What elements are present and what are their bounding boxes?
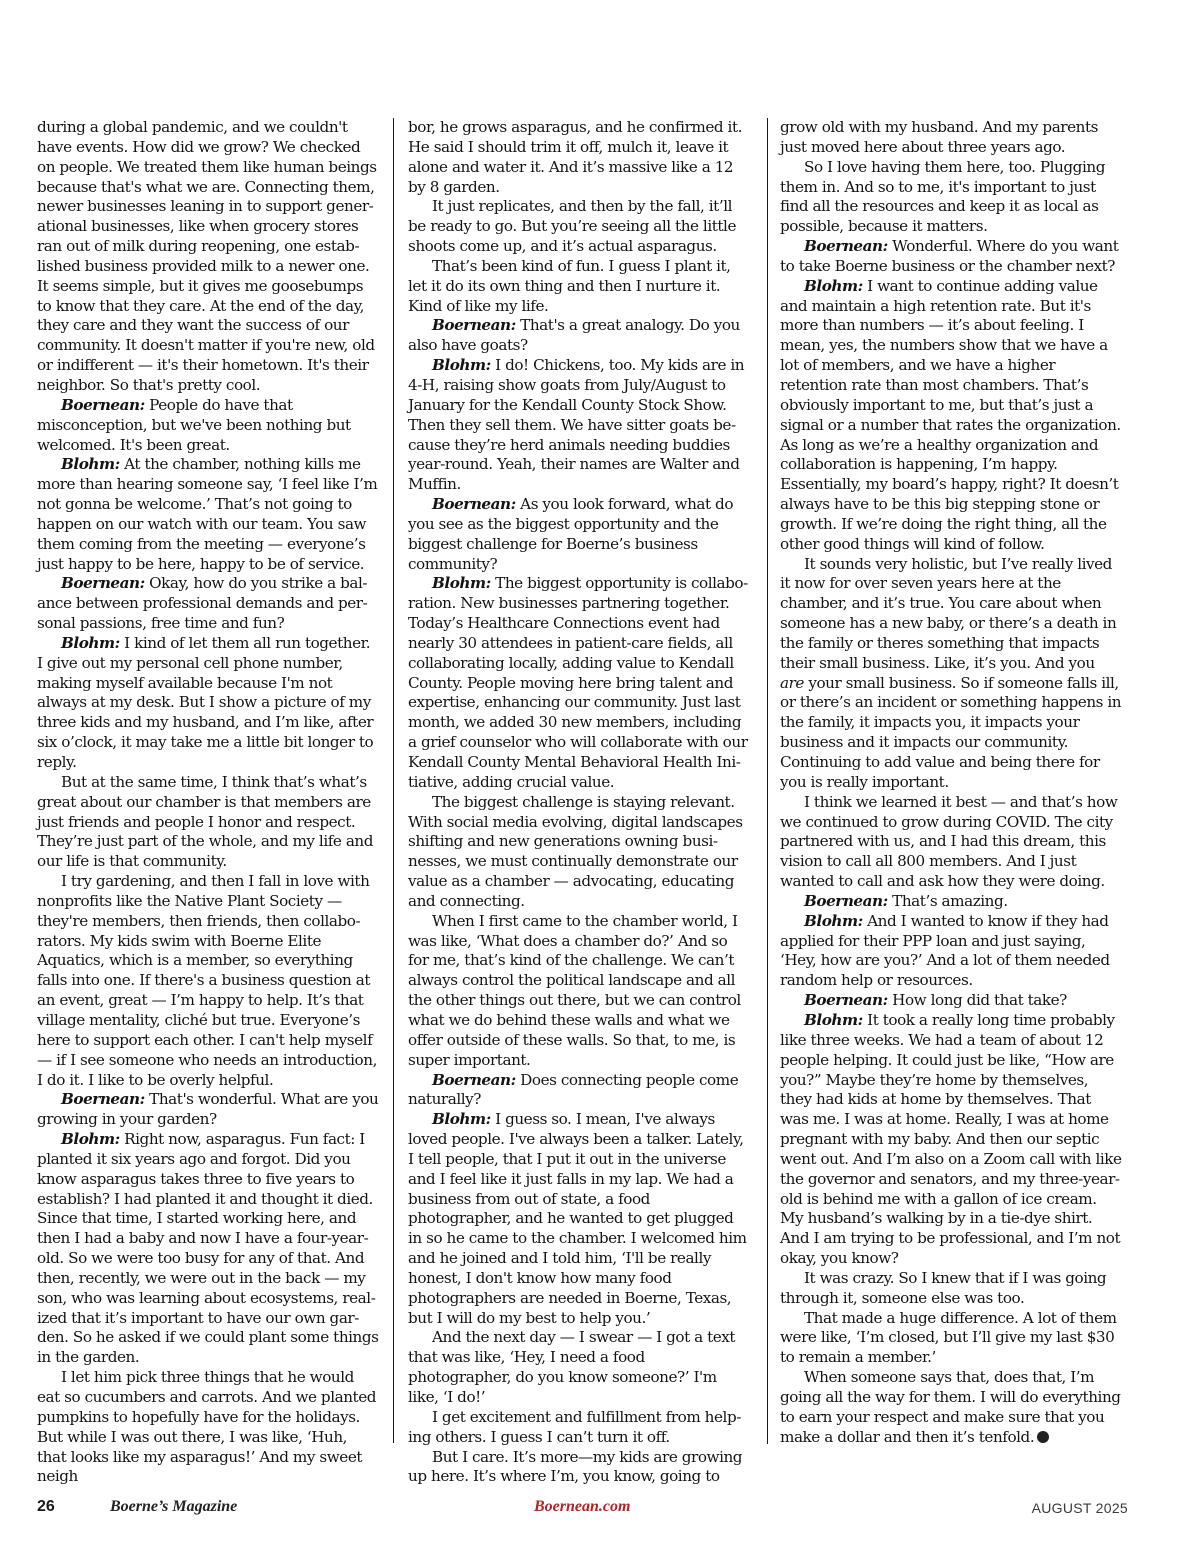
paragraph-text: That’s amazing. xyxy=(892,891,1008,910)
article-paragraph xyxy=(780,991,1122,1011)
article-paragraph xyxy=(408,495,750,574)
article-paragraph xyxy=(408,197,750,257)
paragraph-text: Does connecting people come naturally? xyxy=(408,1070,739,1109)
article-paragraph xyxy=(780,237,1122,277)
speaker-label: Boernean: xyxy=(61,395,145,414)
speaker-label: Blohm: xyxy=(804,276,863,295)
article-paragraph xyxy=(37,872,379,1090)
article-paragraph xyxy=(780,555,1122,793)
article-paragraph xyxy=(408,118,750,197)
article-paragraph xyxy=(408,1408,750,1448)
issue-date: AUGUST 2025 xyxy=(1031,1500,1128,1516)
speaker-label: Blohm: xyxy=(432,356,491,375)
paragraph-text: Wonderful. Where do you want to take Boerne business or the chamber next? xyxy=(780,237,1119,275)
end-of-article-icon xyxy=(1037,1431,1049,1443)
paragraph-text: And I wanted to know if they had applied for their PPP loan and just saying, ‘Hey, how are you?’ And a lot of them needed random help or resources. xyxy=(780,911,1110,990)
paragraph-text: I want to continue adding value and maintain a high retention rate. But it's more than numbers — it’s about feeling. I mean, yes, the numbers show that we have a lot of members, and we have a higher retention rate than most chambers. That’s obviously important to me, but that’s just a signal or a number that rates the organization. As long as we’re a healthy organization and collaboration is happening, I’m happy. Essentially, my board’s happy, right? It doesn’t always have to be this big stepping stone or growth. If we’re doing the right thing, all the other good things will kind of follow. xyxy=(780,276,1121,553)
speaker-label: Boernean: xyxy=(804,991,888,1010)
speaker-label: Blohm: xyxy=(61,633,120,652)
article-paragraph xyxy=(780,1368,1122,1447)
paragraph-text: your small business. So if someone falls ill, or there’s an incident or something happens in the family, it impacts you, it impacts your business and it impacts our community. Continuing to add value and being there for you is really important. xyxy=(780,673,1122,791)
article-paragraph xyxy=(37,118,379,396)
article-paragraph xyxy=(408,793,750,912)
paragraph-text: It sounds very holistic, but I’ve really lived it now for over seven years here at the chamber, and it’s true. You care about when someone has a new baby, or there’s a death in the family or theres something that impacts their small business. Like, it’s you. And you xyxy=(780,554,1117,672)
paragraph-text: But at the same time, I think that’s what’s great about our chamber is that members are just friends and people I honor and respect. They’re just part of the whole, and my life and our life is that community. xyxy=(37,772,374,871)
paragraph-text: during a global pandemic, and we couldn't have events. How did we grow? We checked on people. We treated them like human beings because that's what we are. Connecting them, newer businesses leaning in to support generational businesses, like when grocery stores ran out of milk during reopening, one established business provided milk to a newer one. It seems simple, but it gives me goosebumps to know that they care. At the end of the day, they care and they want the success of our community. It doesn't matter if you're new, old or indifferent — it's their hometown. It's their neighbor. So that's pretty cool. xyxy=(37,118,377,394)
speaker-label: Blohm: xyxy=(804,1010,863,1029)
paragraph-text: I do! Chickens, too. My kids are in 4-H, raising show goats from July/August to January for the Kendall County Stock Show. Then they sell them. We have sitter goats because they’re herd animals needing buddies year-round. Yeah, their names are Walter and Muffin. xyxy=(408,356,745,494)
speaker-label: Boernean: xyxy=(432,316,516,335)
paragraph-text: People do have that misconception, but we've been nothing but welcomed. It's been great. xyxy=(37,395,351,454)
paragraph-text: I kind of let them all run together. I give out my personal cell phone number, making myself available because I'm not always at my desk. But I show a picture of my three kids and my husband, and I’m like, after six o’clock, it may take me a little bit longer to reply. xyxy=(37,633,374,771)
paragraph-text: I let him pick three things that he would eat so cucumbers and carrots. And we planted pumpkins to hopefully have for the holidays. But while I was out there, I was like, ‘Huh, that looks like my asparagus!’ And my sweet neigh xyxy=(37,1368,377,1486)
paragraph-text: At the chamber, nothing kills me more than hearing someone say, ‘I feel like I’m not gonna be welcome.’ That’s not going to happen on our watch with our team. You saw them coming from the meeting — everyone’s just happy to be here, happy to be of service. xyxy=(37,455,378,573)
speaker-label: Boernean: xyxy=(804,891,888,910)
paragraph-text: The biggest challenge is staying relevant. With social media evolving, digital landscapes shifting and new generations owning businesses, we must continually demonstrate our value as a chamber — advocating, educating and connecting. xyxy=(408,792,743,910)
article-paragraph xyxy=(780,793,1122,892)
article-paragraph xyxy=(780,277,1122,555)
magazine-name: Boerne’s Magazine xyxy=(110,1498,238,1515)
paragraph-text: It just replicates, and then by the fall, it’ll be ready to go. But you’re seeing all the little shoots come up, and it’s actual asparagus. xyxy=(408,197,737,256)
speaker-label: Blohm: xyxy=(432,574,491,593)
speaker-label: Blohm: xyxy=(432,1110,491,1129)
paragraph-text: And the next day — I swear — I got a text that was like, ‘Hey, I need a food photographer, do you know someone?’ I'm like, ‘I do!’ xyxy=(408,1328,736,1406)
paragraph-text: That's a great analogy. Do you also have goats? xyxy=(408,316,740,355)
emphasis-text: are xyxy=(780,673,804,692)
speaker-label: Boernean: xyxy=(432,495,516,514)
article-paragraph xyxy=(408,1071,750,1111)
paragraph-text: The biggest opportunity is collaboration. New businesses partnering together. Today’s Healthcare Connections event had nearly 30 attendees in patient-care fields, all collaborating locally, adding value to Kendall County. People moving here bring talent and expertise, enhancing our community. Just last month, we added 30 new members, including a grief counselor who will collaborate with our Kendall County Mental Behavioral Health Initiative, adding crucial value. xyxy=(408,574,749,791)
article-paragraph xyxy=(408,356,750,495)
article-column-3 xyxy=(780,118,1122,1448)
article-paragraph xyxy=(780,158,1122,237)
paragraph-text: I think we learned it best — and that’s how we continued to grow during COVID. The city partnered with us, and I had this dream, this vision to call all 800 members. And I just wanted to call and ask how they were doing. xyxy=(780,792,1118,891)
article-paragraph xyxy=(408,574,750,792)
paragraph-text: So I love having them here, too. Plugging them in. And so to me, it's important to just find all the resources and keep it as local as possible, because it matters. xyxy=(780,157,1105,236)
speaker-label: Blohm: xyxy=(61,1130,120,1149)
paragraph-text: Right now, asparagus. Fun fact: I planted it six years ago and forgot. Did you know asparagus takes three to five years to establish? I had planted it and thought it died. Since that time, I started working here, and then I had a baby and now I have a four-year-old. So we were too busy for any of that. And then, recently, we were out in the back — my son, who was learning about ecosystems, realized that it’s important to have our own garden. So he asked if we could plant some things in the garden. xyxy=(37,1130,379,1367)
paragraph-text: When someone says that, does that, I’m going all the way for them. I will do everything to earn your respect and make sure that you make a dollar and then it’s tenfold. xyxy=(780,1368,1121,1446)
paragraph-text: It was crazy. So I knew that if I was going through it, someone else was too. xyxy=(780,1268,1107,1307)
paragraph-text: I try gardening, and then I fall in love with nonprofits like the Native Plant Society — they're members, then friends, then collaborators. My kids swim with Boerne Elite Aquatics, which is a member, so everything falls into one. If there's a business question at an event, great — I’m happy to help. It’s that village mentality, cliché but true. Everyone’s here to support each other. I can't help myself — if I see someone who needs an introduction, I do it. I like to be overly helpful. xyxy=(37,872,377,1089)
article-paragraph xyxy=(408,1110,750,1328)
paragraph-text: That’s been kind of fun. I guess I plant it, let it do its own thing and then I nurture it. Kind of like my life. xyxy=(408,256,731,315)
article-paragraph xyxy=(37,773,379,872)
article-paragraph xyxy=(37,1090,379,1130)
article-paragraph xyxy=(408,1448,750,1488)
paragraph-text: It took a really long time probably like three weeks. We had a team of about 12 people helping. It could just be like, “How are you?” Maybe they’re home by themselves, they had kids at home by themselves. That was me. I was at home. Really, I was at home pregnant with my baby. And then our septic went out. And I’m also on a Zoom call with like the governor and senators, and my three-year-old is behind me with a gallon of ice cream. My husband’s walking by in a tie-dye shirt. And I am trying to be professional, and I’m not okay, you know? xyxy=(780,1010,1122,1268)
article-paragraph xyxy=(37,396,379,456)
article-paragraph xyxy=(780,1011,1122,1269)
paragraph-text: But I care. It’s more—my kids are growing up here. It’s where I’m, you know, going to xyxy=(408,1447,743,1486)
article-paragraph xyxy=(37,1368,379,1487)
website-link[interactable]: Boernean.com xyxy=(534,1498,631,1515)
article-paragraph xyxy=(408,1328,750,1407)
article-paragraph xyxy=(408,257,750,317)
article-paragraph xyxy=(408,316,750,356)
paragraph-text: I guess so. I mean, I've always loved people. I've always been a talker. Lately, I tell people, that I put it out in the universe and I feel like it just falls in my lap. We had a business from out of state, a food photographer, and he wanted to get plugged in so he came to the chamber. I welcomed him and he joined and I told him, ‘I'll be really honest, I don't know how many food photographers are needed in Boerne, Texas, but I will do my best to help you.’ xyxy=(408,1110,747,1327)
paragraph-text: I get excitement and fulfillment from helping others. I guess I can’t turn it off. xyxy=(408,1407,742,1446)
speaker-label: Boernean: xyxy=(432,1070,516,1089)
paragraph-text: Okay, how do you strike a balance between professional demands and personal passions, free time and fun? xyxy=(37,574,368,633)
article-paragraph xyxy=(780,118,1122,158)
paragraph-text: How long did that take? xyxy=(892,991,1067,1010)
article-paragraph xyxy=(780,912,1122,991)
article-column-1 xyxy=(37,118,379,1487)
paragraph-text: As you look forward, what do you see as the biggest opportunity and the biggest challenge for Boerne’s business community? xyxy=(408,495,734,573)
article-paragraph xyxy=(37,1130,379,1368)
column-divider xyxy=(393,118,394,1443)
speaker-label: Boernean: xyxy=(804,237,888,256)
speaker-label: Blohm: xyxy=(804,911,863,930)
article-paragraph xyxy=(780,1269,1122,1309)
article-paragraph xyxy=(37,574,379,634)
paragraph-text: bor, he grows asparagus, and he confirmed it. He said I should trim it off, mulch it, leave it alone and water it. And it’s massive like a 12 by 8 garden. xyxy=(408,118,742,196)
article-paragraph xyxy=(780,1309,1122,1369)
paragraph-text: grow old with my husband. And my parents just moved here about three years ago. xyxy=(780,118,1098,156)
paragraph-text: That made a huge difference. A lot of them were like, ‘I’m closed, but I’ll give my last $30 to remain a member.’ xyxy=(780,1308,1117,1367)
paragraph-text: When I first came to the chamber world, I was like, ‘What does a chamber do?’ And so for me, that’s kind of the challenge. We can’t always control the political landscape and all the other things out there, but we can control what we do behind these walls and what we offer outside of these walls. So that, to me, is super important. xyxy=(408,911,741,1069)
article-paragraph xyxy=(37,634,379,773)
speaker-label: Blohm: xyxy=(61,455,120,474)
paragraph-text: That's wonderful. What are you growing in your garden? xyxy=(37,1090,379,1129)
page-number: 26 xyxy=(37,1498,55,1515)
article-paragraph xyxy=(37,455,379,574)
article-column-2 xyxy=(408,118,750,1487)
column-divider xyxy=(767,118,768,1444)
speaker-label: Boernean: xyxy=(61,574,145,593)
article-paragraph xyxy=(408,912,750,1071)
speaker-label: Boernean: xyxy=(61,1090,145,1109)
article-paragraph xyxy=(780,892,1122,912)
